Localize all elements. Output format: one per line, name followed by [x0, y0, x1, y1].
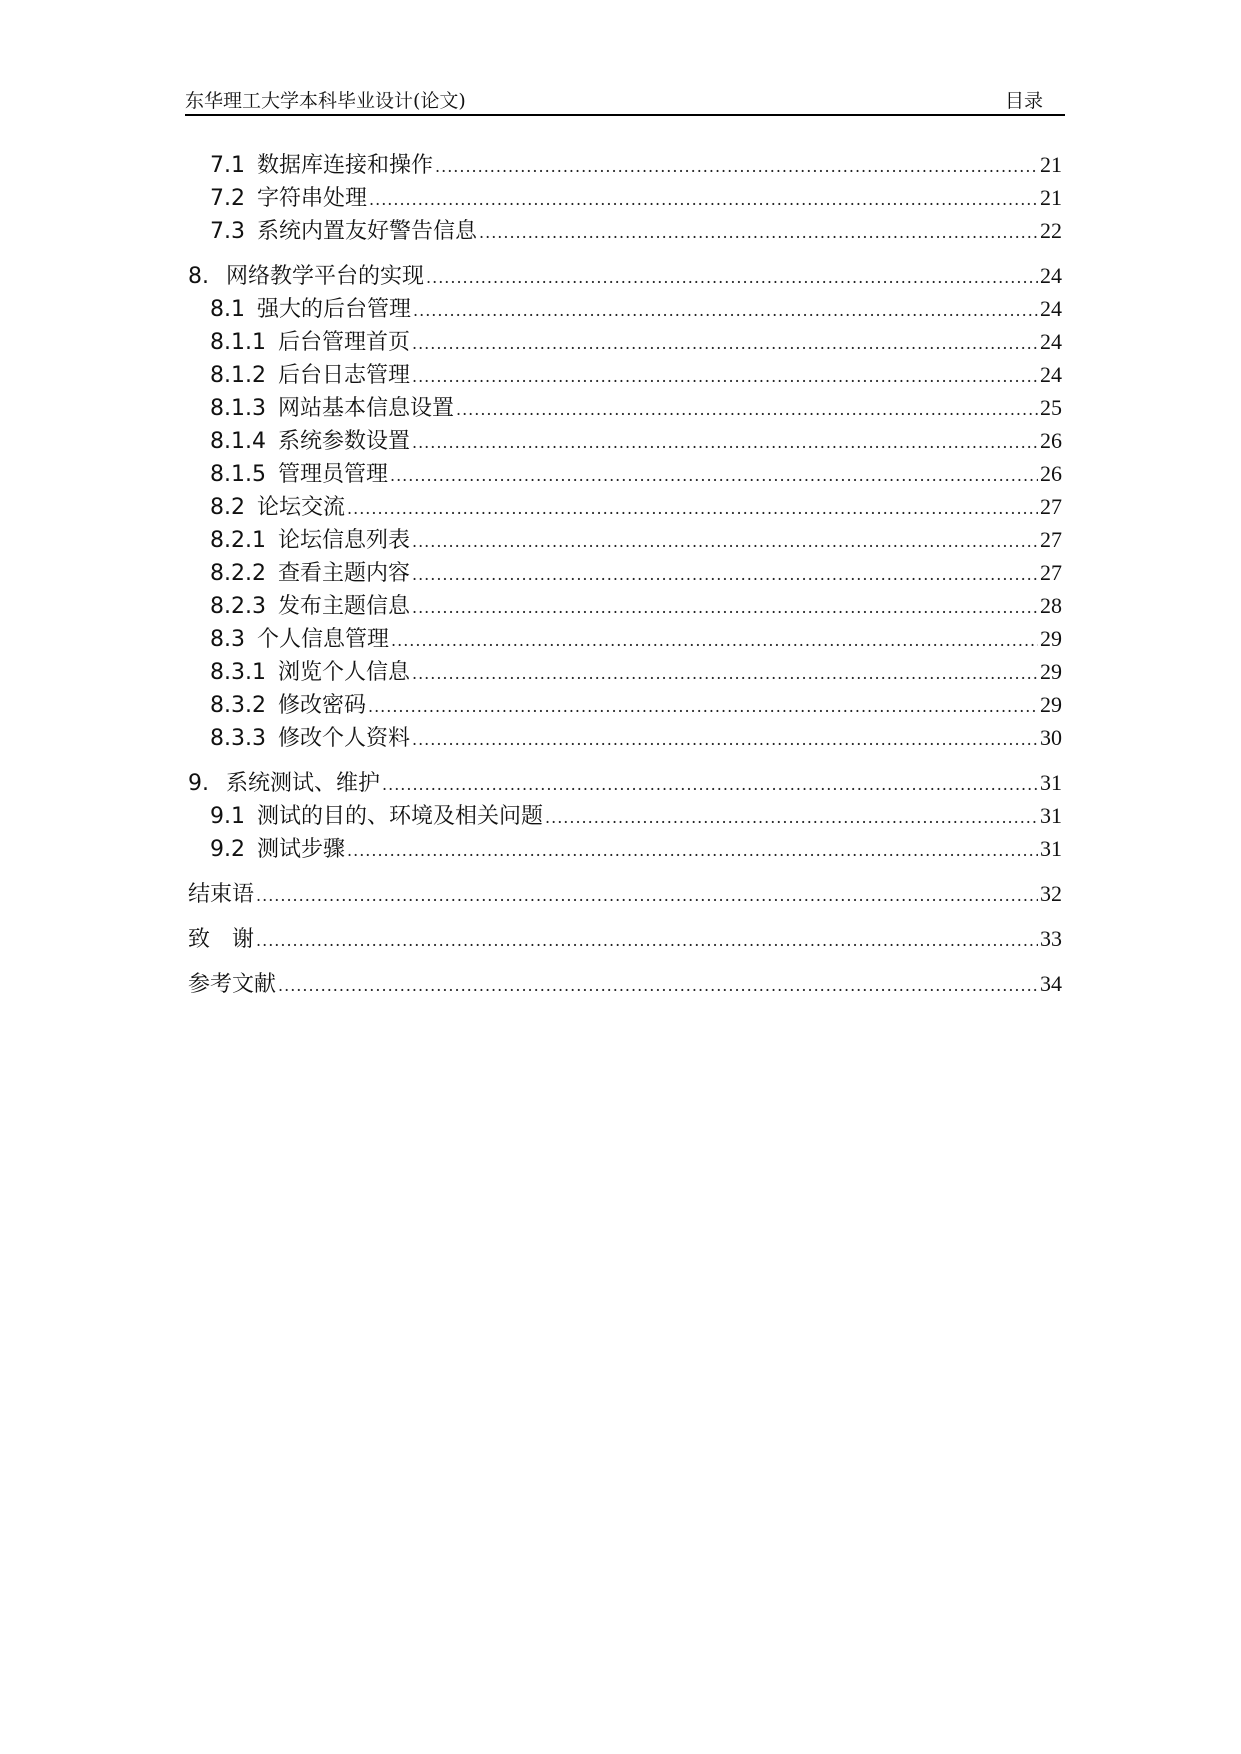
toc-entry-title: 系统测试、维护: [226, 771, 381, 796]
toc-entry-title: 个人信息管理: [257, 627, 390, 652]
toc-entry-number: 8.1.4: [210, 429, 266, 454]
toc-entry-title: 致 谢: [188, 927, 255, 952]
toc-entry-title: 修改个人资料: [277, 726, 410, 751]
toc-entry-number: 8.3.3: [210, 726, 266, 751]
toc-entry-page-number: 24: [1040, 329, 1062, 354]
toc-dot-leader: [368, 690, 1038, 723]
toc-entry-number: 8.1.3: [210, 396, 266, 421]
toc-entry-number: 8.1.5: [210, 462, 266, 487]
toc-entry[interactable]: [188, 799, 1062, 832]
toc-entry[interactable]: [188, 967, 1062, 1000]
toc-entry-number: 8.2.3: [210, 594, 266, 619]
toc-entry-page-number: 30: [1040, 725, 1062, 750]
toc-entry-title: 字符串处理: [257, 186, 368, 211]
toc-entry-number: 8.1.2: [210, 363, 266, 388]
table-of-contents: [188, 148, 1062, 1000]
toc-entry-page-number: 27: [1040, 560, 1062, 585]
toc-dot-leader: [479, 216, 1038, 249]
toc-entry-title: 查看主题内容: [277, 561, 410, 586]
toc-entry-page-number: 29: [1040, 626, 1062, 651]
toc-entry-title: 测试步骤: [257, 837, 346, 862]
toc-entry-number: 8.1.1: [210, 330, 266, 355]
toc-entry-title: 后台管理首页: [277, 330, 410, 355]
toc-entry-page-number: 33: [1040, 926, 1062, 951]
toc-entry-title: 管理员管理: [277, 462, 388, 487]
toc-entry-number: 9.: [188, 771, 209, 796]
toc-entry-page-number: 24: [1040, 296, 1062, 321]
toc-dot-leader: [256, 879, 1038, 912]
toc-entry-title: 数据库连接和操作: [257, 153, 434, 178]
toc-entry-number: 7.3: [210, 219, 245, 244]
toc-entry[interactable]: [188, 523, 1062, 556]
toc-entry-title: 系统内置友好警告信息: [257, 219, 478, 244]
toc-dot-leader: [412, 426, 1038, 459]
toc-entry[interactable]: [188, 424, 1062, 457]
toc-entry-number: 9.2: [210, 837, 245, 862]
toc-entry-page-number: 22: [1040, 218, 1062, 243]
toc-dot-leader: [435, 150, 1038, 183]
toc-entry[interactable]: [188, 259, 1062, 292]
toc-dot-leader: [347, 834, 1038, 867]
toc-entry-number: 8.1: [210, 297, 245, 322]
toc-entry-number: 8.2.2: [210, 561, 266, 586]
toc-entry-title: 修改密码: [277, 693, 366, 718]
toc-entry-page-number: 27: [1040, 527, 1062, 552]
toc-dot-leader: [412, 360, 1038, 393]
toc-entry-page-number: 24: [1040, 362, 1062, 387]
toc-dot-leader: [426, 261, 1038, 294]
toc-entry-title: 参考文献: [188, 972, 277, 997]
toc-entry[interactable]: [188, 766, 1062, 799]
toc-entry-page-number: 31: [1040, 770, 1062, 795]
toc-entry[interactable]: [188, 148, 1062, 181]
toc-entry-page-number: 24: [1040, 263, 1062, 288]
toc-entry-title: 系统参数设置: [277, 429, 410, 454]
toc-entry-title: 论坛交流: [257, 495, 346, 520]
toc-entry-title: 结束语: [188, 882, 255, 907]
toc-entry[interactable]: [188, 358, 1062, 391]
toc-dot-leader: [382, 768, 1038, 801]
toc-entry-page-number: 34: [1040, 971, 1062, 996]
toc-entry-page-number: 31: [1040, 836, 1062, 861]
toc-dot-leader: [256, 924, 1038, 957]
toc-dot-leader: [412, 723, 1038, 756]
toc-entry[interactable]: [188, 214, 1062, 247]
toc-entry-number: 8.2: [210, 495, 245, 520]
toc-dot-leader: [390, 459, 1038, 492]
toc-entry[interactable]: [188, 655, 1062, 688]
toc-entry-page-number: 26: [1040, 461, 1062, 486]
toc-entry-number: 8.3: [210, 627, 245, 652]
toc-entry[interactable]: [188, 292, 1062, 325]
toc-dot-leader: [412, 525, 1038, 558]
toc-entry-title: 网站基本信息设置: [277, 396, 454, 421]
toc-entry-title: 测试的目的、环境及相关问题: [257, 804, 544, 829]
toc-dot-leader: [369, 183, 1038, 216]
toc-dot-leader: [412, 327, 1038, 360]
toc-entry[interactable]: [188, 490, 1062, 523]
toc-entry-page-number: 21: [1040, 185, 1062, 210]
toc-entry-page-number: 28: [1040, 593, 1062, 618]
toc-entry[interactable]: [188, 457, 1062, 490]
toc-entry-page-number: 21: [1040, 152, 1062, 177]
header-section: 目录: [1004, 90, 1043, 112]
toc-entry-number: 8.3.1: [210, 660, 266, 685]
toc-dot-leader: [391, 624, 1038, 657]
toc-entry-title: 后台日志管理: [277, 363, 410, 388]
header-title: 东华理工大学本科毕业设计(论文): [185, 90, 466, 112]
toc-entry-number: 7.1: [210, 153, 245, 178]
toc-dot-leader: [413, 294, 1038, 327]
toc-entry-number: 7.2: [210, 186, 245, 211]
toc-dot-leader: [412, 657, 1038, 690]
toc-entry-number: 8.2.1: [210, 528, 266, 553]
toc-entry[interactable]: [188, 325, 1062, 358]
toc-entry[interactable]: [188, 877, 1062, 910]
toc-dot-leader: [545, 801, 1038, 834]
toc-entry[interactable]: [188, 622, 1062, 655]
toc-entry[interactable]: [188, 391, 1062, 424]
toc-dot-leader: [278, 969, 1038, 1002]
toc-entry[interactable]: [188, 721, 1062, 754]
toc-entry[interactable]: [188, 556, 1062, 589]
toc-entry[interactable]: [188, 589, 1062, 622]
toc-entry-title: 网络教学平台的实现: [226, 264, 425, 289]
toc-entry[interactable]: [188, 181, 1062, 214]
toc-entry-title: 论坛信息列表: [277, 528, 410, 553]
toc-entry-page-number: 25: [1040, 395, 1062, 420]
toc-entry-page-number: 32: [1040, 881, 1062, 906]
toc-dot-leader: [456, 393, 1038, 426]
toc-entry[interactable]: [188, 832, 1062, 865]
page-header: [185, 84, 1065, 116]
toc-entry-page-number: 29: [1040, 659, 1062, 684]
toc-dot-leader: [412, 591, 1038, 624]
toc-entry-title: 发布主题信息: [277, 594, 410, 619]
toc-entry-page-number: 27: [1040, 494, 1062, 519]
toc-entry-page-number: 26: [1040, 428, 1062, 453]
toc-entry-number: 8.3.2: [210, 693, 266, 718]
toc-entry[interactable]: [188, 922, 1062, 955]
toc-entry-title: 浏览个人信息: [277, 660, 410, 685]
toc-entry-page-number: 31: [1040, 803, 1062, 828]
toc-entry-title: 强大的后台管理: [257, 297, 412, 322]
toc-entry[interactable]: [188, 688, 1062, 721]
toc-dot-leader: [347, 492, 1038, 525]
toc-entry-number: 8.: [188, 264, 209, 289]
toc-dot-leader: [412, 558, 1038, 591]
toc-entry-page-number: 29: [1040, 692, 1062, 717]
toc-entry-number: 9.1: [210, 804, 245, 829]
